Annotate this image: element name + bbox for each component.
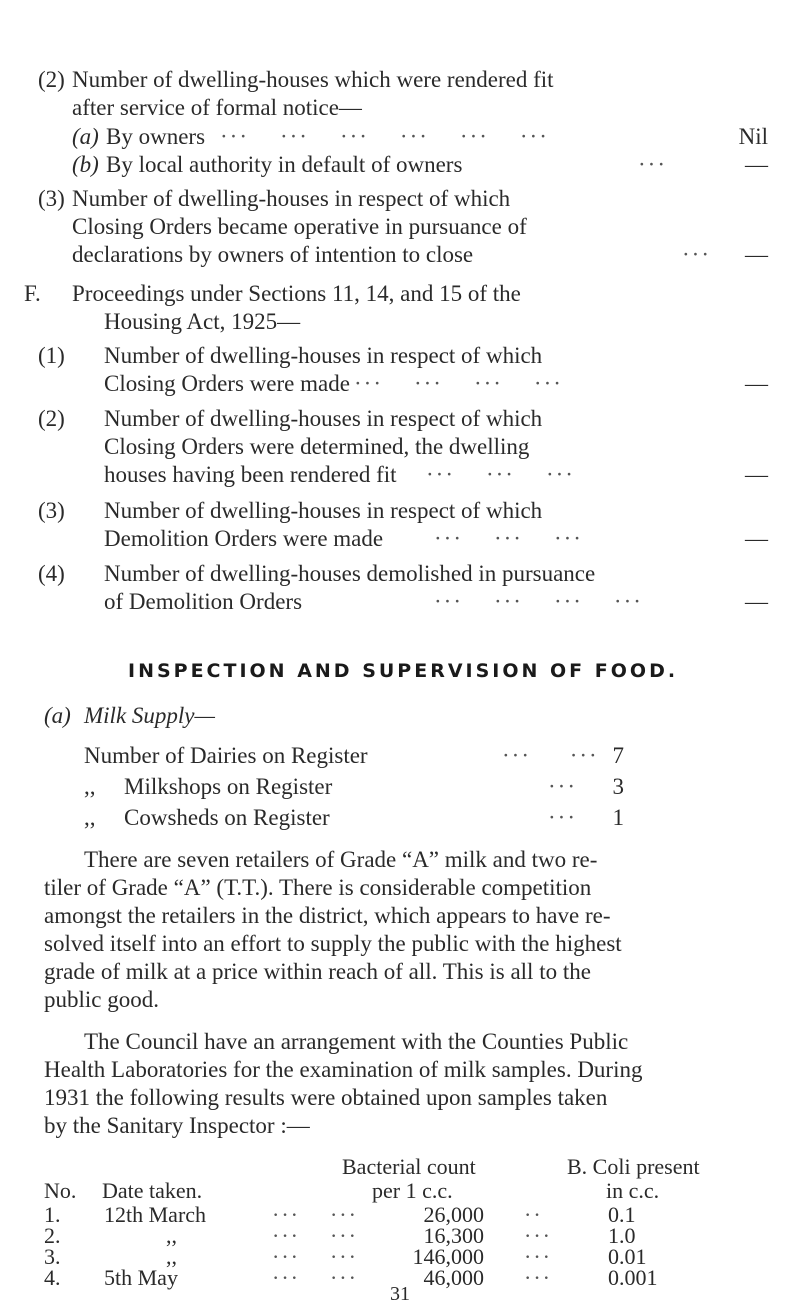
paragraph-2-line4: by the Sanitary Inspector :— — [44, 1113, 310, 1138]
cell-date: ,, — [166, 1223, 177, 1248]
col-header-count-line1: Bacterial count — [342, 1154, 476, 1179]
paragraph-1-line1: There are seven retailers of Grade “A” milk and two re- — [84, 847, 598, 872]
item-f3-text-line2: Demolition Orders were made — [104, 526, 384, 551]
item-f4-number: (4) — [38, 561, 65, 586]
item-f1-number: (1) — [38, 343, 65, 368]
register-value: 3 — [612, 774, 624, 799]
item-f2-number: (2) — [38, 406, 65, 431]
cell-coli: 0.001 — [608, 1265, 658, 1290]
register-value: 1 — [612, 805, 624, 830]
item-f2-text-line2: Closing Orders were determined, the dwelling — [104, 434, 530, 459]
register-value: 7 — [612, 743, 624, 768]
leader-dots: ··· ··· — [272, 1223, 358, 1248]
item-e3-number: (3) — [38, 186, 65, 211]
leader-dots: ··· — [524, 1244, 552, 1269]
item-e3-text-line3: declarations by owners of intention to close — [72, 242, 474, 267]
cell-no: 2. — [44, 1223, 61, 1248]
leader-dots: ··· ··· — [502, 743, 599, 768]
item-f4-text-line2: of Demolition Orders — [104, 589, 303, 614]
cell-no: 1. — [44, 1202, 61, 1227]
table-row — [0, 1267, 801, 1294]
item-e2b-label: (b) — [72, 152, 99, 177]
col-header-date: Date taken. — [102, 1178, 203, 1203]
leader-dots: ··· ··· ··· — [426, 462, 575, 487]
item-e2b-text: By local authority in default of owners — [106, 152, 463, 177]
item-f1-text-line1: Number of dwelling-houses in respect of which — [104, 343, 543, 368]
register-row-cowsheds — [84, 804, 624, 831]
col-header-coli-line2: in c.c. — [606, 1178, 660, 1203]
register-label: Number of Dairies on Register — [84, 743, 368, 768]
leader-dots: ··· — [548, 774, 577, 799]
paragraph-1-line6: public good. — [44, 987, 159, 1012]
leader-dots: ··· — [548, 805, 577, 830]
section-f-letter: F. — [24, 281, 41, 306]
item-f2-text-line1: Number of dwelling-houses in respect of which — [104, 406, 543, 431]
col-header-no: No. — [44, 1178, 77, 1203]
cell-date: 12th March — [104, 1202, 207, 1227]
item-f4-row — [104, 588, 768, 615]
leader-dots: ··· — [524, 1265, 552, 1290]
cell-date: 5th May — [104, 1265, 178, 1290]
item-e2-text-line1: Number of dwelling-houses which were rendered fit — [72, 67, 554, 92]
leader-dots: ··· ··· ··· ··· ··· ··· — [220, 124, 549, 149]
leader-dots: ··· ··· — [272, 1202, 358, 1227]
paragraph-1-line4: solved itself into an effort to supply the public with the highest — [44, 931, 622, 956]
paragraph-2-line1: The Council have an arrangement with the Counties Public — [84, 1029, 629, 1054]
item-e2-text-line2: after service of formal notice— — [72, 95, 362, 120]
cell-coli: 0.1 — [608, 1202, 636, 1227]
paragraph-1-line3: amongst the retailers in the district, which appears to have re- — [44, 903, 611, 928]
register-label: Cowsheds on Register — [124, 805, 330, 830]
item-e3-value: — — [745, 242, 768, 267]
item-f2-row — [104, 461, 768, 488]
item-e2a-text: By owners — [106, 124, 206, 149]
milk-supply-title: Milk Supply— — [84, 703, 215, 728]
register-row-dairies — [84, 742, 624, 769]
food-section-heading: INSPECTION AND SUPERVISION OF FOOD. — [128, 660, 679, 682]
item-f2-text-line3: houses having been rendered fit — [104, 462, 397, 487]
item-e2a-value: Nil — [738, 124, 768, 149]
col-header-coli-line1: B. Coli present — [567, 1154, 700, 1179]
section-f-title-line1: Proceedings under Sections 11, 14, and 15 of the — [72, 281, 521, 306]
item-f1-text-line2: Closing Orders were made — [104, 371, 350, 396]
item-f2-value: — — [745, 462, 768, 487]
col-header-count-line2: per 1 c.c. — [372, 1178, 453, 1203]
item-f3-row — [104, 525, 768, 552]
milk-supply-label: (a) — [44, 703, 71, 728]
item-f3-number: (3) — [38, 498, 65, 523]
leader-dots: ··· — [682, 242, 711, 267]
register-label: Milkshops on Register — [124, 774, 333, 799]
cell-coli: 0.01 — [608, 1244, 647, 1269]
paragraph-2-line2: Health Laboratories for the examination of milk samples. During — [44, 1057, 643, 1082]
leader-dots: ·· — [524, 1202, 543, 1227]
item-e2a-row — [72, 123, 768, 150]
register-row-milkshops — [84, 773, 624, 800]
item-f3-text-line1: Number of dwelling-houses in respect of which — [104, 498, 543, 523]
paragraph-2-line3: 1931 the following results were obtained upon samples taken — [44, 1085, 608, 1110]
page-number: 31 — [390, 1283, 410, 1305]
ditto-mark: ,, — [84, 805, 96, 830]
item-f3-value: — — [745, 526, 768, 551]
leader-dots: ··· ··· ··· — [434, 526, 583, 551]
cell-count: 46,000 — [423, 1265, 484, 1290]
paragraph-1-line5: grade of milk at a price within reach of all. This is all to the — [44, 959, 591, 984]
item-e2b-value: — — [745, 152, 768, 177]
item-e2b-row — [72, 151, 768, 178]
cell-count: 16,300 — [423, 1223, 484, 1248]
leader-dots: ··· ··· ··· ··· — [354, 371, 563, 396]
item-e3-text-line1: Number of dwelling-houses in respect of which — [72, 186, 511, 211]
item-e2-number: (2) — [38, 67, 65, 92]
leader-dots: ··· ··· ··· ··· — [434, 589, 643, 614]
cell-no: 4. — [44, 1265, 61, 1290]
leader-dots: ··· ··· — [272, 1265, 358, 1290]
section-f-title-line2: Housing Act, 1925— — [104, 309, 301, 334]
paragraph-1-line2: tiler of Grade “A” (T.T.). There is considerable competition — [44, 875, 592, 900]
item-f4-text-line1: Number of dwelling-houses demolished in pursuance — [104, 561, 596, 586]
cell-date: ,, — [166, 1244, 177, 1269]
leader-dots: ··· ··· — [272, 1244, 358, 1269]
item-f1-value: — — [745, 371, 768, 396]
cell-coli: 1.0 — [608, 1223, 636, 1248]
leader-dots: ··· — [638, 152, 667, 177]
cell-count: 26,000 — [423, 1202, 484, 1227]
item-f4-value: — — [745, 589, 768, 614]
cell-no: 3. — [44, 1244, 61, 1269]
leader-dots: ··· — [524, 1223, 552, 1248]
item-e3-text-line2: Closing Orders became operative in pursuance of — [72, 214, 527, 239]
item-e3-row — [72, 241, 768, 268]
item-f1-row — [104, 370, 768, 397]
item-e2a-label: (a) — [72, 124, 99, 149]
cell-count: 146,000 — [412, 1244, 484, 1269]
ditto-mark: ,, — [84, 774, 96, 799]
